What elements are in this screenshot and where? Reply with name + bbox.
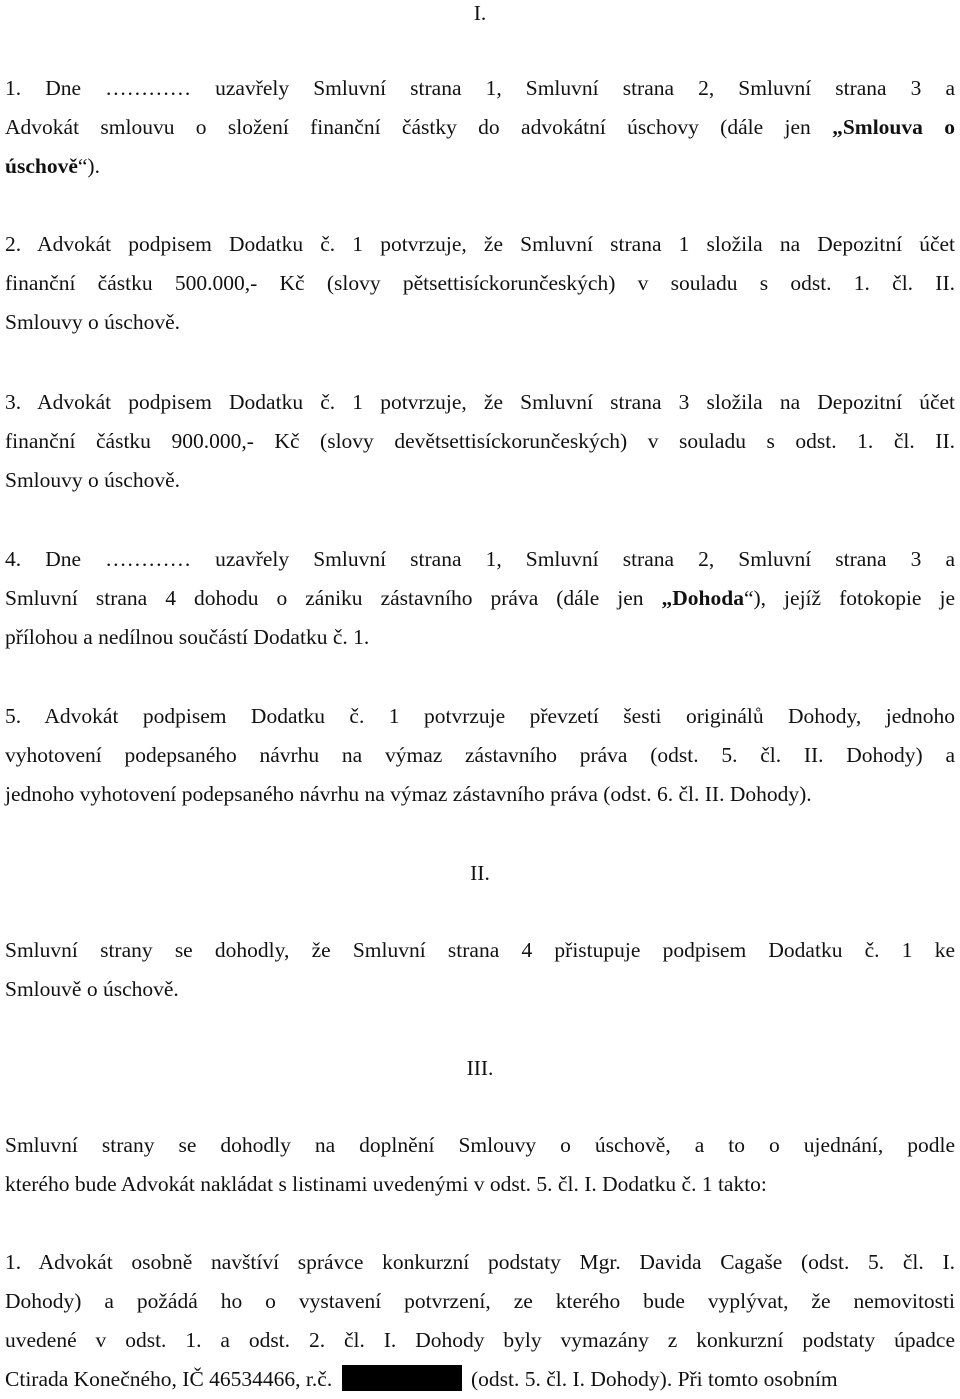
paragraph-4-line-1: 4. Dne ………… uzavřely Smluvní strana 1, Smluvní strana 2, Smluvní strana 3 a bbox=[5, 547, 955, 571]
paragraph-2-line-3: Smlouvy o úschově. bbox=[5, 310, 180, 334]
section-3-item-1-line-4 bbox=[5, 1360, 955, 1399]
paragraph-1 bbox=[5, 69, 955, 186]
section-2-line-1: Smluvní strany se dohodly, že Smluvní strana 4 přistupuje podpisem Dodatku č. 1 ke bbox=[5, 938, 955, 962]
paragraph-1-line-3 bbox=[5, 147, 955, 186]
item-1-text: Ctirada Konečného, IČ 46534466, r.č. bbox=[5, 1367, 338, 1391]
paragraph-5-line-1: 5. Advokát podpisem Dodatku č. 1 potvrzuje převzetí šesti originálů Dohody, jednoho bbox=[5, 704, 955, 728]
paragraph-4-line-2 bbox=[5, 579, 955, 618]
smlouva-term-end: úschově bbox=[5, 154, 78, 178]
paragraph-3-line-2: finanční částku 900.000,- Kč (slovy devětsettisíckorunčeských) v souladu s odst. 1. čl. II. bbox=[5, 429, 955, 453]
paragraph-3 bbox=[5, 383, 955, 500]
paragraph-4-line-3: přílohou a nedílnou součástí Dodatku č. 1. bbox=[5, 625, 370, 649]
paragraph-1-text: Advokát smlouvu o složení finanční částky do advokátní úschovy (dále jen bbox=[5, 115, 833, 139]
section-heading-1: I. bbox=[473, 1, 487, 25]
paragraph-4-text-after: “), jejíž fotokopie je bbox=[743, 586, 955, 610]
paragraph-4 bbox=[5, 540, 955, 657]
section-3-item-1-line-3: uvedené v odst. 1. a odst. 2. čl. I. Dohody byly vymazány z konkurzní podstaty úpadce bbox=[5, 1328, 955, 1352]
paragraph-4-text: Smluvní strana 4 dohodu o zániku zástavního práva (dále jen bbox=[5, 586, 662, 610]
section-2-paragraph bbox=[5, 931, 955, 1009]
dohoda-term: „Dohoda bbox=[661, 586, 744, 610]
section-heading-2: II. bbox=[470, 861, 490, 885]
paragraph-5-line-2: vyhotovení podepsaného návrhu na výmaz zástavního práva (odst. 5. čl. II. Dohody) a bbox=[5, 743, 955, 767]
section-3-item-1-line-1: 1. Advokát osobně navštíví správce konkurzní podstaty Mgr. Davida Cagaše (odst. 5. čl. I. bbox=[5, 1250, 955, 1274]
paragraph-3-line-3: Smlouvy o úschově. bbox=[5, 468, 180, 492]
paragraph-5 bbox=[5, 697, 955, 814]
paragraph-2 bbox=[5, 225, 955, 342]
item-1-text-after: (odst. 5. čl. I. Dohody). Při tomto osobním bbox=[465, 1367, 838, 1391]
smlouva-term: „Smlouva o bbox=[832, 115, 955, 139]
section-heading-3: III. bbox=[466, 1056, 494, 1080]
paragraph-1-line-2 bbox=[5, 108, 955, 147]
section-3-intro bbox=[5, 1126, 955, 1204]
paragraph-2-line-1: 2. Advokát podpisem Dodatku č. 1 potvrzuje, že Smluvní strana 1 složila na Depozitní účet bbox=[5, 232, 955, 256]
paragraph-2-line-2: finanční částku 500.000,- Kč (slovy pětsettisíckorunčeských) v souladu s odst. 1. čl. II. bbox=[5, 271, 955, 295]
paragraph-3-line-1: 3. Advokát podpisem Dodatku č. 1 potvrzuje, že Smluvní strana 3 složila na Depozitní účet bbox=[5, 390, 955, 414]
section-3-item-1-line-2: Dohody) a požádá ho o vystavení potvrzení, ze kterého bude vyplývat, že nemovitosti bbox=[5, 1289, 955, 1313]
paragraph-1-line-1: 1. Dne ………… uzavřely Smluvní strana 1, Smluvní strana 2, Smluvní strana 3 a bbox=[5, 76, 955, 100]
paragraph-1-text-end: “). bbox=[77, 154, 100, 178]
section-2-line-2: Smlouvě o úschově. bbox=[5, 977, 179, 1001]
section-3-intro-line-2: kterého bude Advokát nakládat s listinami uvedenými v odst. 5. čl. I. Dodatku č. 1 takto: bbox=[5, 1172, 767, 1196]
paragraph-5-line-3: jednoho vyhotovení podepsaného návrhu na výmaz zástavního práva (odst. 6. čl. II. Dohody). bbox=[5, 782, 812, 806]
redaction-box bbox=[342, 1365, 462, 1391]
section-3-intro-line-1: Smluvní strany se dohodly na doplnění Smlouvy o úschově, a to o ujednání, podle bbox=[5, 1133, 955, 1157]
section-3-item-1 bbox=[5, 1243, 955, 1399]
